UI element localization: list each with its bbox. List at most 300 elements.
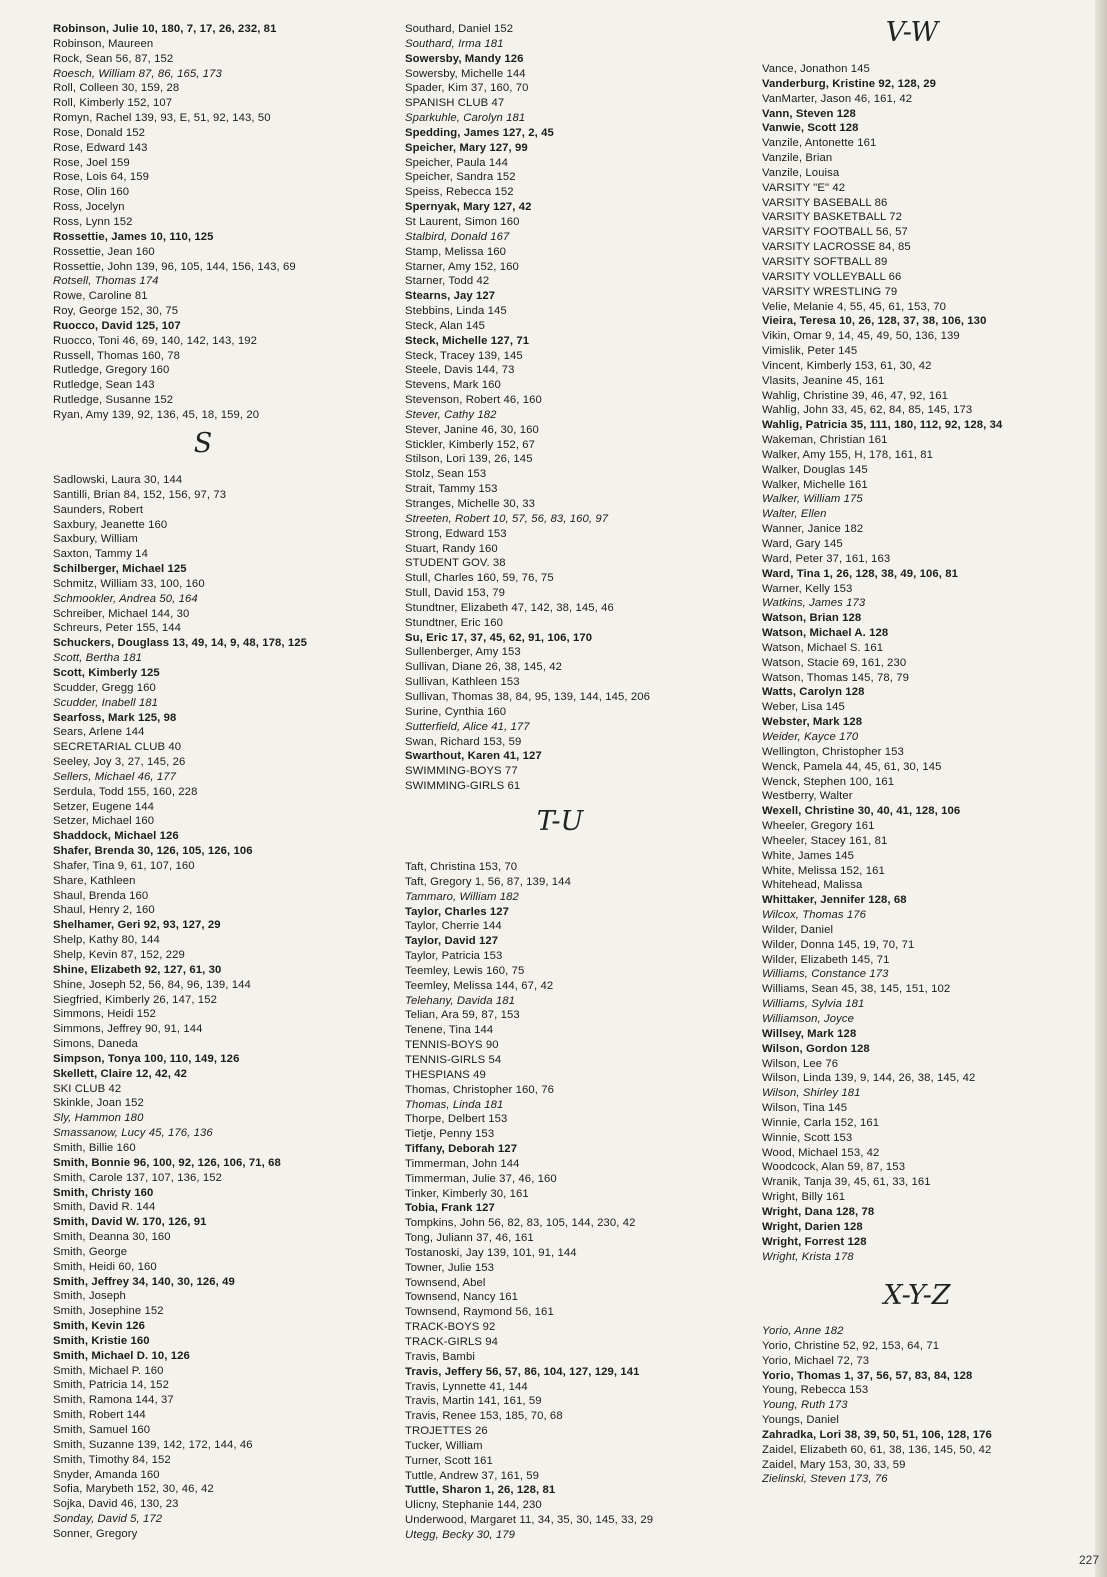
index-entry: SWIMMING-BOYS 77 bbox=[405, 765, 518, 778]
index-entry: Wakeman, Christian 161 bbox=[762, 434, 888, 447]
index-entry: Stalbird, Donald 167 bbox=[405, 230, 510, 243]
index-entry: Stevenson, Robert 46, 160 bbox=[405, 394, 542, 407]
index-entry: Simpson, Tonya 100, 110, 149, 126 bbox=[53, 1052, 240, 1065]
index-entry: Southard, Irma 181 bbox=[405, 37, 504, 50]
index-entry: Taylor, David 127 bbox=[405, 935, 499, 948]
index-entry: VARSITY LACROSSE 84, 85 bbox=[762, 241, 911, 254]
index-entry: Rossettie, John 139, 96, 105, 144, 156, 143, 69 bbox=[53, 260, 296, 273]
index-entry: St Laurent, Simon 160 bbox=[405, 215, 520, 228]
index-entry: Sullivan, Kathleen 153 bbox=[405, 676, 520, 689]
index-entry: Vann, Steven 128 bbox=[762, 107, 856, 120]
index-entry: Santilli, Brian 84, 152, 156, 97, 73 bbox=[53, 488, 227, 501]
index-entry: Timmerman, John 144 bbox=[405, 1157, 520, 1170]
index-entry: Stevens, Mark 160 bbox=[405, 379, 501, 392]
index-entry: Smith, Patricia 14, 152 bbox=[53, 1379, 169, 1392]
index-entry: Rock, Sean 56, 87, 152 bbox=[53, 52, 174, 65]
index-entry: VARSITY BASKETBALL 72 bbox=[762, 211, 903, 224]
index-entry: Weider, Kayce 170 bbox=[762, 730, 859, 743]
index-entry: Wright, Billy 161 bbox=[762, 1191, 846, 1204]
index-block-x-y-z bbox=[762, 1324, 1092, 1487]
index-entry: Warner, Kelly 153 bbox=[762, 582, 853, 595]
index-entry: Starner, Amy 152, 160 bbox=[405, 260, 519, 273]
index-entry: Taylor, Charles 127 bbox=[405, 905, 510, 918]
index-block-v-w bbox=[762, 62, 1092, 1264]
index-entry: Roll, Colleen 30, 159, 28 bbox=[53, 82, 180, 95]
index-entry: Stundtner, Elizabeth 47, 142, 38, 145, 46 bbox=[405, 601, 614, 614]
index-entry: Vanderburg, Kristine 92, 128, 29 bbox=[762, 77, 936, 90]
index-entry: Southard, Daniel 152 bbox=[405, 23, 514, 35]
index-entry: Saxton, Tammy 14 bbox=[53, 548, 148, 561]
index-entry: Spernyak, Mary 127, 42 bbox=[405, 201, 532, 214]
index-entry: VARSITY BASEBALL 86 bbox=[762, 196, 888, 209]
index-entry: Shelhamer, Geri 92, 93, 127, 29 bbox=[53, 919, 221, 932]
index-entry: Steck, Michelle 127, 71 bbox=[405, 334, 530, 347]
index-entry: Smith, Heidi 60, 160 bbox=[53, 1260, 157, 1273]
index-entry: Woodcock, Alan 59, 87, 153 bbox=[762, 1161, 906, 1174]
index-entry: Stilson, Lori 139, 26, 145 bbox=[405, 453, 533, 466]
index-entry: Thorpe, Delbert 153 bbox=[405, 1113, 508, 1126]
index-entry: Utegg, Becky 30, 179 bbox=[405, 1528, 516, 1541]
index-entry: Seeley, Joy 3, 27, 145, 26 bbox=[53, 756, 186, 769]
index-entry: Stebbins, Linda 145 bbox=[405, 305, 507, 318]
index-entry: Shaul, Brenda 160 bbox=[53, 889, 149, 902]
index-entry: Starner, Todd 42 bbox=[405, 275, 490, 288]
index-entry: Simmons, Jeffrey 90, 91, 144 bbox=[53, 1023, 203, 1036]
index-entry: Sullivan, Thomas 38, 84, 95, 139, 144, 145, 206 bbox=[405, 690, 651, 703]
index-entry: Stolz, Sean 153 bbox=[405, 468, 487, 481]
index-entry: Whitehead, Malissa bbox=[762, 879, 863, 892]
index-entry: Wilder, Elizabeth 145, 71 bbox=[762, 953, 890, 966]
index-entry: Wenck, Pamela 44, 45, 61, 30, 145 bbox=[762, 760, 942, 773]
index-entry: Smith, Jeffrey 34, 140, 30, 126, 49 bbox=[53, 1275, 235, 1288]
index-entry: Whittaker, Jennifer 128, 68 bbox=[762, 894, 907, 907]
index-entry: Stearns, Jay 127 bbox=[405, 290, 496, 303]
index-entry: Robinson, Maureen bbox=[53, 37, 154, 50]
index-entry: Stundtner, Eric 160 bbox=[405, 616, 503, 629]
index-entry: Scott, Kimberly 125 bbox=[53, 666, 160, 679]
index-entry: TRACK-BOYS 92 bbox=[405, 1321, 496, 1334]
index-entry: Shine, Elizabeth 92, 127, 61, 30 bbox=[53, 963, 222, 976]
index-entry: Wahlig, John 33, 45, 62, 84, 85, 145, 173 bbox=[762, 404, 973, 417]
index-entry: Smith, Ramona 144, 37 bbox=[53, 1394, 174, 1407]
index-entry: STUDENT GOV. 38 bbox=[405, 557, 506, 570]
index-entry: Rose, Olin 160 bbox=[53, 186, 130, 199]
index-entry: Wilder, Daniel bbox=[762, 923, 834, 936]
index-entry: Ruocco, David 125, 107 bbox=[53, 319, 181, 332]
index-entry: Smith, Josephine 152 bbox=[53, 1305, 164, 1318]
index-entry: Robinson, Julie 10, 180, 7, 17, 26, 232, 81 bbox=[53, 23, 277, 35]
index-entry: Sojka, David 46, 130, 23 bbox=[53, 1498, 179, 1511]
index-entry: Smith, Billie 160 bbox=[53, 1141, 136, 1154]
index-entry: Tong, Juliann 37, 46, 161 bbox=[405, 1232, 534, 1245]
index-entry: Saxbury, William bbox=[53, 533, 138, 546]
index-entry: Setzer, Michael 160 bbox=[53, 815, 155, 828]
index-entry: Tostanoski, Jay 139, 101, 91, 144 bbox=[405, 1246, 577, 1259]
index-entry: Stull, David 153, 79 bbox=[405, 587, 505, 600]
page-number: 227 bbox=[1079, 1553, 1100, 1567]
section-heading-v-w: V-W bbox=[885, 17, 939, 48]
index-entry: Smith, Deanna 30, 160 bbox=[53, 1231, 171, 1244]
index-entry: Sparkuhle, Carolyn 181 bbox=[405, 112, 526, 125]
index-entry: Smith, Carole 137, 107, 136, 152 bbox=[53, 1171, 222, 1184]
index-entry: Watkins, James 173 bbox=[762, 597, 866, 610]
index-entry: Tobia, Frank 127 bbox=[405, 1202, 495, 1215]
index-entry: Stever, Cathy 182 bbox=[405, 408, 497, 421]
index-entry: Townsend, Abel bbox=[405, 1276, 486, 1289]
index-entry: Skinkle, Joan 152 bbox=[53, 1097, 144, 1110]
index-entry: Smith, Timothy 84, 152 bbox=[53, 1453, 171, 1466]
index-entry: Schilberger, Michael 125 bbox=[53, 563, 187, 576]
index-entry: Scott, Bertha 181 bbox=[53, 652, 142, 665]
index-entry: Shafer, Brenda 30, 126, 105, 126, 106 bbox=[53, 845, 253, 858]
index-entry: Streeten, Robert 10, 57, 56, 83, 160, 97 bbox=[405, 512, 609, 525]
index-entry: VARSITY VOLLEYBALL 66 bbox=[762, 270, 902, 283]
index-entry: Ward, Gary 145 bbox=[762, 538, 843, 550]
index-entry: Stranges, Michelle 30, 33 bbox=[405, 498, 535, 510]
index-entry: TENNIS-BOYS 90 bbox=[405, 1039, 499, 1052]
index-entry: Rose, Lois 64, 159 bbox=[53, 171, 150, 184]
index-entry: Shine, Joseph 52, 56, 84, 96, 139, 144 bbox=[53, 978, 251, 991]
index-entry: Romyn, Rachel 139, 93, E, 51, 92, 143, 50 bbox=[53, 112, 271, 125]
index-entry: Roy, George 152, 30, 75 bbox=[53, 305, 179, 318]
index-block-r bbox=[53, 22, 393, 423]
index-entry: Vlasits, Jeanine 45, 161 bbox=[762, 374, 885, 387]
index-entry: Zaidel, Elizabeth 60, 61, 38, 136, 145, 50, 42 bbox=[762, 1443, 992, 1456]
index-entry: Speiss, Rebecca 152 bbox=[405, 186, 514, 199]
index-entry: Schuckers, Douglass 13, 49, 14, 9, 48, 178, 125 bbox=[53, 637, 308, 650]
index-entry: Williamson, Joyce bbox=[762, 1013, 854, 1025]
index-entry: Rutledge, Sean 143 bbox=[53, 379, 155, 392]
index-entry: Rose, Edward 143 bbox=[53, 141, 148, 154]
index-entry: SECRETARIAL CLUB 40 bbox=[53, 741, 182, 754]
index-entry: Scudder, Gregg 160 bbox=[53, 681, 156, 694]
index-entry: Sly, Hammon 180 bbox=[53, 1112, 144, 1125]
index-entry: Schmookler, Andrea 50, 164 bbox=[53, 592, 198, 605]
index-entry: Townsend, Raymond 56, 161 bbox=[405, 1306, 554, 1319]
index-entry: Wahlig, Patricia 35, 111, 180, 112, 92, 128, 34 bbox=[762, 419, 1003, 432]
index-entry: Thomas, Christopher 160, 76 bbox=[405, 1083, 555, 1096]
index-entry: Tiffany, Deborah 127 bbox=[405, 1143, 518, 1156]
index-entry: Smassanow, Lucy 45, 176, 136 bbox=[53, 1127, 213, 1140]
index-entry: Rotsell, Thomas 174 bbox=[53, 275, 159, 288]
index-entry: Saxbury, Jeanette 160 bbox=[53, 518, 168, 531]
index-entry: Travis, Lynnette 41, 144 bbox=[405, 1380, 528, 1393]
index-entry: Smith, Joseph bbox=[53, 1290, 126, 1303]
index-entry: Vanzile, Antonette 161 bbox=[762, 137, 877, 150]
index-entry: Searfoss, Mark 125, 98 bbox=[53, 711, 177, 724]
index-entry: Tammaro, William 182 bbox=[405, 890, 519, 903]
index-entry: Shaddock, Michael 126 bbox=[53, 830, 179, 843]
index-entry: Strait, Tammy 153 bbox=[405, 483, 498, 496]
index-entry: Walter, Ellen bbox=[762, 508, 827, 521]
index-entry: Thomas, Linda 181 bbox=[405, 1098, 504, 1111]
index-entry: Wilson, Tina 145 bbox=[762, 1102, 848, 1115]
index-entry: Wahlig, Christine 39, 46, 47, 92, 161 bbox=[762, 389, 949, 402]
index-entry: Sadlowski, Laura 30, 144 bbox=[53, 474, 183, 486]
index-entry: Stamp, Melissa 160 bbox=[405, 245, 507, 258]
index-entry: Taft, Christina 153, 70 bbox=[405, 861, 518, 873]
index-entry: Velie, Melanie 4, 55, 45, 61, 153, 70 bbox=[762, 300, 946, 313]
index-entry: Speicher, Paula 144 bbox=[405, 156, 509, 169]
index-entry: Sofia, Marybeth 152, 30, 46, 42 bbox=[53, 1483, 214, 1496]
index-entry: VARSITY WRESTLING 79 bbox=[762, 285, 898, 298]
index-entry: Saunders, Robert bbox=[53, 503, 144, 516]
index-entry: Winnie, Carla 152, 161 bbox=[762, 1116, 880, 1129]
index-entry: Wilson, Lee 76 bbox=[762, 1057, 839, 1070]
index-entry: Schreurs, Peter 155, 144 bbox=[53, 622, 181, 635]
index-entry: Sowersby, Mandy 126 bbox=[405, 52, 524, 65]
index-entry: Wilson, Gordon 128 bbox=[762, 1042, 870, 1055]
index-entry: Willsey, Mark 128 bbox=[762, 1027, 857, 1040]
index-entry: Walker, Douglas 145 bbox=[762, 463, 868, 476]
index-entry: Wright, Forrest 128 bbox=[762, 1235, 867, 1248]
index-entry: Russell, Thomas 160, 78 bbox=[53, 349, 181, 362]
index-entry: Smith, Suzanne 139, 142, 172, 144, 46 bbox=[53, 1438, 253, 1451]
index-entry: Simmons, Heidi 152 bbox=[53, 1008, 156, 1021]
index-entry: Wilson, Linda 139, 9, 144, 26, 38, 145, 42 bbox=[762, 1072, 976, 1085]
index-entry: Snyder, Amanda 160 bbox=[53, 1468, 160, 1481]
index-entry: Teemley, Melissa 144, 67, 42 bbox=[405, 979, 554, 992]
index-entry: Wexell, Christine 30, 40, 41, 128, 106 bbox=[762, 805, 961, 818]
index-entry: Taylor, Patricia 153 bbox=[405, 950, 503, 963]
index-entry: Telian, Ara 59, 87, 153 bbox=[405, 1009, 520, 1022]
index-entry: Wright, Krista 178 bbox=[762, 1250, 854, 1263]
index-entry: Simons, Daneda bbox=[53, 1038, 138, 1051]
index-entry: Telehany, Davida 181 bbox=[405, 994, 516, 1007]
index-entry: Taylor, Cherrie 144 bbox=[405, 920, 502, 933]
index-entry: Zahradka, Lori 38, 39, 50, 51, 106, 128, 176 bbox=[762, 1428, 992, 1441]
index-entry: Wheeler, Stacey 161, 81 bbox=[762, 834, 888, 847]
index-entry: Scudder, Inabell 181 bbox=[53, 696, 159, 709]
index-entry: Wenck, Stephen 100, 161 bbox=[762, 775, 895, 788]
index-entry: Smith, David W. 170, 126, 91 bbox=[53, 1216, 207, 1229]
index-entry: TRACK-GIRLS 94 bbox=[405, 1336, 499, 1348]
index-entry: Smith, George bbox=[53, 1245, 128, 1258]
index-entry: Westberry, Walter bbox=[762, 790, 853, 803]
index-block-t-u bbox=[405, 860, 750, 1543]
index-entry: Williams, Sylvia 181 bbox=[762, 998, 865, 1011]
index-entry: Wright, Dana 128, 78 bbox=[762, 1205, 875, 1218]
index-entry: Sullenberger, Amy 153 bbox=[405, 646, 521, 659]
index-entry: Roesch, William 87, 86, 165, 173 bbox=[53, 67, 222, 80]
index-entry: Tietje, Penny 153 bbox=[405, 1128, 495, 1141]
index-entry: Smith, Robert 144 bbox=[53, 1409, 146, 1422]
index-entry: Walker, Amy 155, H, 178, 161, 81 bbox=[762, 448, 934, 461]
page-edge bbox=[1095, 0, 1107, 1577]
index-entry: Steck, Alan 145 bbox=[405, 319, 486, 332]
index-entry: Williams, Sean 45, 38, 145, 151, 102 bbox=[762, 983, 951, 996]
section-heading-t-u: T-U bbox=[536, 806, 584, 837]
index-entry: Yorio, Michael 72, 73 bbox=[762, 1354, 870, 1367]
index-entry: Vanzile, Louisa bbox=[762, 166, 840, 179]
index-entry: Vincent, Kimberly 153, 61, 30, 42 bbox=[762, 359, 932, 372]
index-entry: Vimislik, Peter 145 bbox=[762, 345, 858, 358]
index-entry: Spedding, James 127, 2, 45 bbox=[405, 126, 554, 139]
index-entry: Taft, Gregory 1, 56, 87, 139, 144 bbox=[405, 875, 571, 888]
section-heading-x-y-z: X-Y-Z bbox=[883, 1280, 951, 1311]
index-entry: Vanwie, Scott 128 bbox=[762, 122, 859, 135]
index-entry: Travis, Renee 153, 185, 70, 68 bbox=[405, 1410, 563, 1423]
index-entry: Williams, Constance 173 bbox=[762, 968, 889, 981]
index-entry: Rutledge, Susanne 152 bbox=[53, 394, 174, 407]
index-entry: Swarthout, Karen 41, 127 bbox=[405, 750, 542, 763]
index-entry: Timmerman, Julie 37, 46, 160 bbox=[405, 1172, 557, 1185]
index-entry: Speicher, Mary 127, 99 bbox=[405, 141, 528, 154]
index-entry: Steck, Tracey 139, 145 bbox=[405, 349, 523, 362]
index-entry: Ulicny, Stephanie 144, 230 bbox=[405, 1499, 542, 1512]
index-entry: SPANISH CLUB 47 bbox=[405, 97, 505, 110]
index-entry: Schmitz, William 33, 100, 160 bbox=[53, 577, 205, 590]
index-entry: Vanzile, Brian bbox=[762, 152, 833, 165]
index-entry: Rowe, Caroline 81 bbox=[53, 290, 148, 303]
index-entry: Rossettie, James 10, 110, 125 bbox=[53, 230, 214, 243]
index-entry: Rose, Joel 159 bbox=[53, 156, 130, 169]
index-entry: Tuttle, Andrew 37, 161, 59 bbox=[405, 1469, 540, 1482]
index-entry: Watson, Thomas 145, 78, 79 bbox=[762, 671, 910, 684]
index-entry: Yorio, Christine 52, 92, 153, 64, 71 bbox=[762, 1339, 940, 1352]
index-entry: Siegfried, Kimberly 26, 147, 152 bbox=[53, 993, 217, 1006]
index-entry: Ross, Jocelyn bbox=[53, 201, 125, 214]
index-entry: Smith, Bonnie 96, 100, 92, 126, 106, 71, 68 bbox=[53, 1156, 281, 1169]
index-entry: Swan, Richard 153, 59 bbox=[405, 735, 522, 748]
index-entry: Zaidel, Mary 153, 30, 33, 59 bbox=[762, 1458, 906, 1471]
index-entry: Surine, Cynthia 160 bbox=[405, 705, 507, 718]
index-entry: Schreiber, Michael 144, 30 bbox=[53, 607, 190, 620]
index-entry: Smith, Michael D. 10, 126 bbox=[53, 1349, 190, 1362]
index-entry: Watts, Carolyn 128 bbox=[762, 686, 865, 699]
index-entry: Sutterfield, Alice 41, 177 bbox=[405, 720, 530, 733]
index-entry: Steele, Davis 144, 73 bbox=[405, 364, 515, 377]
index-entry: Wheeler, Gregory 161 bbox=[762, 820, 875, 833]
index-entry: Youngs, Daniel bbox=[762, 1414, 839, 1427]
index-entry: Serdula, Todd 155, 160, 228 bbox=[53, 785, 198, 798]
index-entry: Share, Kathleen bbox=[53, 874, 136, 887]
index-entry: Tinker, Kimberly 30, 161 bbox=[405, 1187, 529, 1200]
index-entry: Stickler, Kimberly 152, 67 bbox=[405, 438, 536, 451]
index-entry: Walker, Michelle 161 bbox=[762, 478, 868, 491]
index-entry: Ward, Peter 37, 161, 163 bbox=[762, 552, 891, 565]
index-entry: Shelp, Kevin 87, 152, 229 bbox=[53, 949, 185, 961]
index-entry: Smith, Michael P. 160 bbox=[53, 1364, 164, 1377]
index-entry: Travis, Martin 141, 161, 59 bbox=[405, 1395, 542, 1408]
index-entry: SKI CLUB 42 bbox=[53, 1082, 122, 1095]
index-entry: Smith, Christy 160 bbox=[53, 1186, 154, 1199]
index-entry: Tenene, Tina 144 bbox=[405, 1024, 494, 1037]
index-entry: Tuttle, Sharon 1, 26, 128, 81 bbox=[405, 1484, 556, 1497]
index-entry: Wilder, Donna 145, 19, 70, 71 bbox=[762, 938, 915, 951]
index-entry: Wellington, Christopher 153 bbox=[762, 745, 904, 758]
index-entry: Stull, Charles 160, 59, 76, 75 bbox=[405, 572, 554, 585]
index-entry: Vieira, Teresa 10, 26, 128, 37, 38, 106, 130 bbox=[762, 315, 987, 328]
index-entry: Shaul, Henry 2, 160 bbox=[53, 904, 155, 917]
index-entry: Weber, Lisa 145 bbox=[762, 701, 845, 714]
index-entry: Wilcox, Thomas 176 bbox=[762, 909, 867, 922]
index-entry: Travis, Bambi bbox=[405, 1350, 475, 1363]
index-entry: Strong, Edward 153 bbox=[405, 527, 507, 540]
index-entry: Turner, Scott 161 bbox=[405, 1454, 493, 1467]
index-entry: Rossettie, Jean 160 bbox=[53, 245, 155, 258]
index-entry: Shafer, Tina 9, 61, 107, 160 bbox=[53, 859, 195, 872]
index-entry: Wood, Michael 153, 42 bbox=[762, 1146, 880, 1159]
index-entry: Tompkins, John 56, 82, 83, 105, 144, 230, 42 bbox=[405, 1217, 636, 1230]
index-entry: Sears, Arlene 144 bbox=[53, 726, 145, 739]
index-entry: Yorio, Anne 182 bbox=[762, 1325, 844, 1337]
index-entry: Rose, Donald 152 bbox=[53, 126, 146, 139]
index-entry: TENNIS-GIRLS 54 bbox=[405, 1053, 502, 1066]
index-entry: Wanner, Janice 182 bbox=[762, 523, 864, 536]
index-entry: Townsend, Nancy 161 bbox=[405, 1291, 519, 1304]
index-entry: TROJETTES 26 bbox=[405, 1425, 488, 1438]
index-entry: Speicher, Sandra 152 bbox=[405, 171, 516, 184]
index-entry: Sonner, Gregory bbox=[53, 1527, 138, 1540]
index-entry: VARSITY "E" 42 bbox=[762, 181, 846, 194]
index-entry: Roll, Kimberly 152, 107 bbox=[53, 97, 173, 110]
index-entry: Ward, Tina 1, 26, 128, 38, 49, 106, 81 bbox=[762, 567, 958, 580]
index-entry: Watson, Stacie 69, 161, 230 bbox=[762, 656, 907, 669]
index-entry: Sowersby, Michelle 144 bbox=[405, 67, 526, 80]
index-entry: THESPIANS 49 bbox=[405, 1068, 486, 1081]
index-entry: Watson, Brian 128 bbox=[762, 612, 862, 625]
index-entry: Teemley, Lewis 160, 75 bbox=[405, 964, 525, 977]
index-entry: Underwood, Margaret 11, 34, 35, 30, 145, 33, 29 bbox=[405, 1514, 654, 1527]
index-entry: Ruocco, Toni 46, 69, 140, 142, 143, 192 bbox=[53, 334, 258, 347]
index-entry: Sullivan, Diane 26, 38, 145, 42 bbox=[405, 661, 562, 674]
index-entry: Wright, Darien 128 bbox=[762, 1220, 863, 1233]
index-entry: Webster, Mark 128 bbox=[762, 716, 863, 729]
index-entry: Watson, Michael S. 161 bbox=[762, 641, 884, 654]
index-entry: VARSITY FOOTBALL 56, 57 bbox=[762, 226, 908, 239]
index-entry: Su, Eric 17, 37, 45, 62, 91, 106, 170 bbox=[405, 631, 593, 644]
index-entry: Walker, William 175 bbox=[762, 493, 863, 506]
section-heading-s: S bbox=[193, 428, 213, 459]
index-entry: VARSITY SOFTBALL 89 bbox=[762, 255, 888, 268]
index-entry: White, James 145 bbox=[762, 849, 855, 862]
index-entry: VanMarter, Jason 46, 161, 42 bbox=[762, 92, 913, 105]
index-entry: Setzer, Eugene 144 bbox=[53, 800, 155, 813]
index-entry: Shelp, Kathy 80, 144 bbox=[53, 934, 160, 947]
index-entry: Zielinski, Steven 173, 76 bbox=[762, 1473, 888, 1486]
index-entry: Ryan, Amy 139, 92, 136, 45, 18, 159, 20 bbox=[53, 408, 260, 421]
index-entry: Stever, Janine 46, 30, 160 bbox=[405, 423, 539, 436]
index-entry: Stuart, Randy 160 bbox=[405, 542, 498, 555]
index-block-s-continued bbox=[405, 22, 750, 794]
index-entry: Travis, Jeffery 56, 57, 86, 104, 127, 129, 141 bbox=[405, 1365, 640, 1378]
index-entry: Vikin, Omar 9, 14, 45, 49, 50, 136, 139 bbox=[762, 330, 960, 343]
index-entry: Smith, David R. 144 bbox=[53, 1201, 156, 1214]
index-entry: Tucker, William bbox=[405, 1439, 483, 1452]
index-entry: Sellers, Michael 46, 177 bbox=[53, 770, 176, 783]
index-entry: Watson, Michael A. 128 bbox=[762, 627, 889, 640]
index-entry: Vance, Jonathon 145 bbox=[762, 63, 870, 75]
index-entry: Yorio, Thomas 1, 37, 56, 57, 83, 84, 128 bbox=[762, 1369, 973, 1382]
index-entry: Spader, Kim 37, 160, 70 bbox=[405, 82, 529, 95]
index-block-s bbox=[53, 473, 393, 1542]
index-entry: Rutledge, Gregory 160 bbox=[53, 364, 170, 377]
index-entry: Young, Ruth 173 bbox=[762, 1399, 848, 1412]
index-entry: Smith, Kevin 126 bbox=[53, 1320, 146, 1333]
index-entry: Ross, Lynn 152 bbox=[53, 215, 133, 228]
index-entry: Smith, Samuel 160 bbox=[53, 1424, 151, 1436]
index-entry: Wilson, Shirley 181 bbox=[762, 1087, 861, 1100]
index-entry: White, Melissa 152, 161 bbox=[762, 864, 885, 877]
index-entry: Skellett, Claire 12, 42, 42 bbox=[53, 1067, 187, 1080]
index-entry: SWIMMING-GIRLS 61 bbox=[405, 780, 521, 793]
index-entry: Towner, Julie 153 bbox=[405, 1261, 494, 1274]
index-entry: Winnie, Scott 153 bbox=[762, 1131, 853, 1144]
index-entry: Sonday, David 5, 172 bbox=[53, 1513, 163, 1526]
index-entry: Wranik, Tanja 39, 45, 61, 33, 161 bbox=[762, 1176, 931, 1189]
index-entry: Smith, Kristie 160 bbox=[53, 1334, 150, 1347]
